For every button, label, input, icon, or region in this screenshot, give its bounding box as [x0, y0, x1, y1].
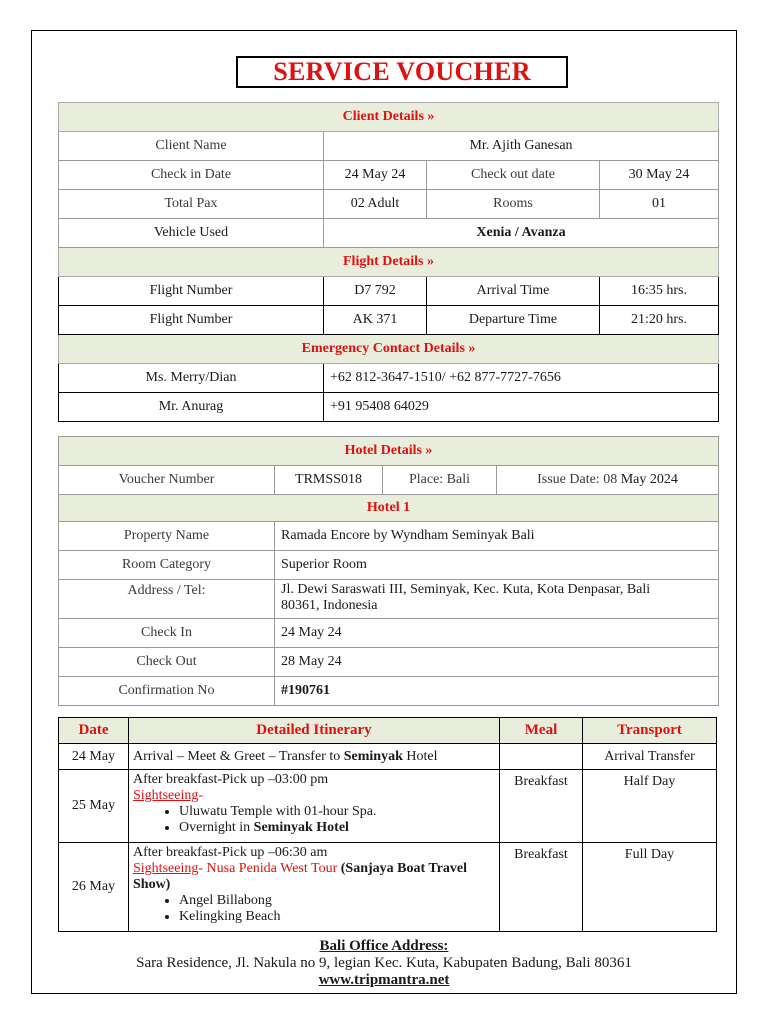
issue-date-value: May 2024 — [620, 472, 678, 487]
flight-number-value: D7 792 — [324, 277, 427, 306]
activity-text: Overnight in — [179, 820, 254, 835]
itinerary-meal: Breakfast — [500, 770, 583, 843]
flight-number-value: AK 371 — [324, 306, 427, 335]
flight-row — [59, 306, 719, 335]
checkin-date-value: 24 May 24 — [324, 161, 427, 190]
checkout-date-label: Check out date — [427, 161, 600, 190]
itinerary-detail — [129, 744, 500, 770]
pickup-line: After breakfast-Pick up –03:00 pm — [133, 772, 329, 787]
arrival-time-label: Arrival Time — [427, 277, 600, 306]
tour-name: - Nusa Penida West Tour — [198, 861, 338, 876]
client-details-table — [58, 102, 719, 422]
flight-number-label: Flight Number — [59, 306, 324, 335]
activity-item: • Kelingking Beach — [179, 909, 495, 925]
itinerary-meal: Breakfast — [500, 843, 583, 932]
emergency-contact-heading: Emergency Contact Details » — [59, 335, 719, 364]
voucher-number-label: Voucher Number — [59, 466, 275, 495]
sightseeing-dash: - — [198, 788, 204, 803]
hotel-details-table — [58, 436, 719, 706]
address-value — [275, 580, 719, 619]
hotel-checkout-value: 28 May 24 — [275, 648, 719, 677]
sightseeing-line — [133, 788, 495, 804]
room-category-value: Superior Room — [275, 551, 719, 580]
activity-bold: Seminyak Hotel — [253, 820, 349, 835]
itinerary-row — [59, 843, 717, 932]
website-link[interactable]: www.tripmantra.net — [318, 972, 450, 988]
itinerary-date: 25 May — [59, 770, 129, 843]
page-title: SERVICE VOUCHER — [236, 56, 568, 88]
vehicle-value: Xenia / Avanza — [324, 219, 719, 248]
footer — [31, 938, 737, 989]
itinerary-date: 24 May — [59, 744, 129, 770]
hotel-details-heading: Hotel Details » — [59, 437, 719, 466]
total-pax-label: Total Pax — [59, 190, 324, 219]
property-name-label: Property Name — [59, 522, 275, 551]
rooms-value: 01 — [600, 190, 719, 219]
issue-date — [497, 466, 719, 495]
activity-item: • Angel Billabong — [179, 893, 495, 909]
itinerary-row — [59, 770, 717, 843]
property-name-value: Ramada Encore by Wyndham Seminyak Bali — [275, 522, 719, 551]
itinerary-date: 26 May — [59, 843, 129, 932]
address-line-1: Jl. Dewi Saraswati III, Seminyak, Kec. Kuta, Kota Denpasar, Bali — [281, 582, 651, 597]
tour-operator: (Sanjaya Boat Travel Show) — [133, 861, 468, 892]
room-category-label: Room Category — [59, 551, 275, 580]
itinerary-column-header: Detailed Itinerary — [129, 718, 500, 744]
itinerary-transport: Full Day — [583, 843, 717, 932]
departure-time-value: 21:20 hrs. — [600, 306, 719, 335]
flight-number-label: Flight Number — [59, 277, 324, 306]
emergency-row — [59, 393, 719, 422]
vehicle-label: Vehicle Used — [59, 219, 324, 248]
client-name-value: Mr. Ajith Ganesan — [324, 132, 719, 161]
activity-item: • Uluwatu Temple with 01-hour Spa. — [179, 804, 495, 820]
itinerary-transport: Arrival Transfer — [583, 744, 717, 770]
itinerary-detail — [129, 770, 500, 843]
activity-list — [133, 893, 495, 925]
itinerary-meal — [500, 744, 583, 770]
meal-column-header: Meal — [500, 718, 583, 744]
place-value: Place: Bali — [383, 466, 497, 495]
flight-row — [59, 277, 719, 306]
emergency-name: Mr. Anurag — [59, 393, 324, 422]
client-name-label: Client Name — [59, 132, 324, 161]
hotel-checkin-value: 24 May 24 — [275, 619, 719, 648]
detail-text: Arrival – Meet & Greet – Transfer to — [133, 748, 344, 764]
itinerary-table — [58, 717, 717, 932]
confirmation-value: #190761 — [275, 677, 719, 706]
date-column-header: Date — [59, 718, 129, 744]
address-line-2: 80361, Indonesia — [281, 598, 378, 613]
detail-text: Hotel — [402, 748, 438, 764]
rooms-label: Rooms — [427, 190, 600, 219]
emergency-phone: +91 95408 64029 — [324, 393, 719, 422]
office-address-heading: Bali Office Address: — [319, 938, 449, 954]
itinerary-row — [59, 744, 717, 770]
emergency-name: Ms. Merry/Dian — [59, 364, 324, 393]
sightseeing-link: Sightseeing — [133, 861, 199, 876]
itinerary-detail — [129, 843, 500, 932]
detail-bold: Seminyak — [343, 748, 403, 764]
arrival-time-value: 16:35 hrs. — [600, 277, 719, 306]
office-address: Sara Residence, Jl. Nakula no 9, legian Kec. Kuta, Kabupaten Badung, Bali 80361 — [136, 955, 632, 971]
departure-time-label: Departure Time — [427, 306, 600, 335]
checkin-date-label: Check in Date — [59, 161, 324, 190]
sightseeing-link: Sightseeing — [133, 788, 199, 803]
client-details-heading: Client Details » — [59, 103, 719, 132]
itinerary-transport: Half Day — [583, 770, 717, 843]
pickup-line: After breakfast-Pick up –06:30 am — [133, 845, 328, 860]
total-pax-value: 02 Adult — [324, 190, 427, 219]
checkout-date-value: 30 May 24 — [600, 161, 719, 190]
activity-item — [179, 820, 495, 836]
hotel-checkout-label: Check Out — [59, 648, 275, 677]
hotel-checkin-label: Check In — [59, 619, 275, 648]
issue-date-label: Issue Date: 08 — [537, 472, 621, 487]
flight-details-heading: Flight Details » — [59, 248, 719, 277]
address-label: Address / Tel: — [59, 580, 275, 619]
emergency-phone: +62 812-3647-1510/ +62 877-7727-7656 — [324, 364, 719, 393]
emergency-row — [59, 364, 719, 393]
hotel-1-heading: Hotel 1 — [59, 495, 719, 522]
confirmation-label: Confirmation No — [59, 677, 275, 706]
sightseeing-line — [133, 861, 495, 893]
activity-list — [133, 804, 495, 836]
voucher-number-value: TRMSS018 — [275, 466, 383, 495]
transport-column-header: Transport — [583, 718, 717, 744]
